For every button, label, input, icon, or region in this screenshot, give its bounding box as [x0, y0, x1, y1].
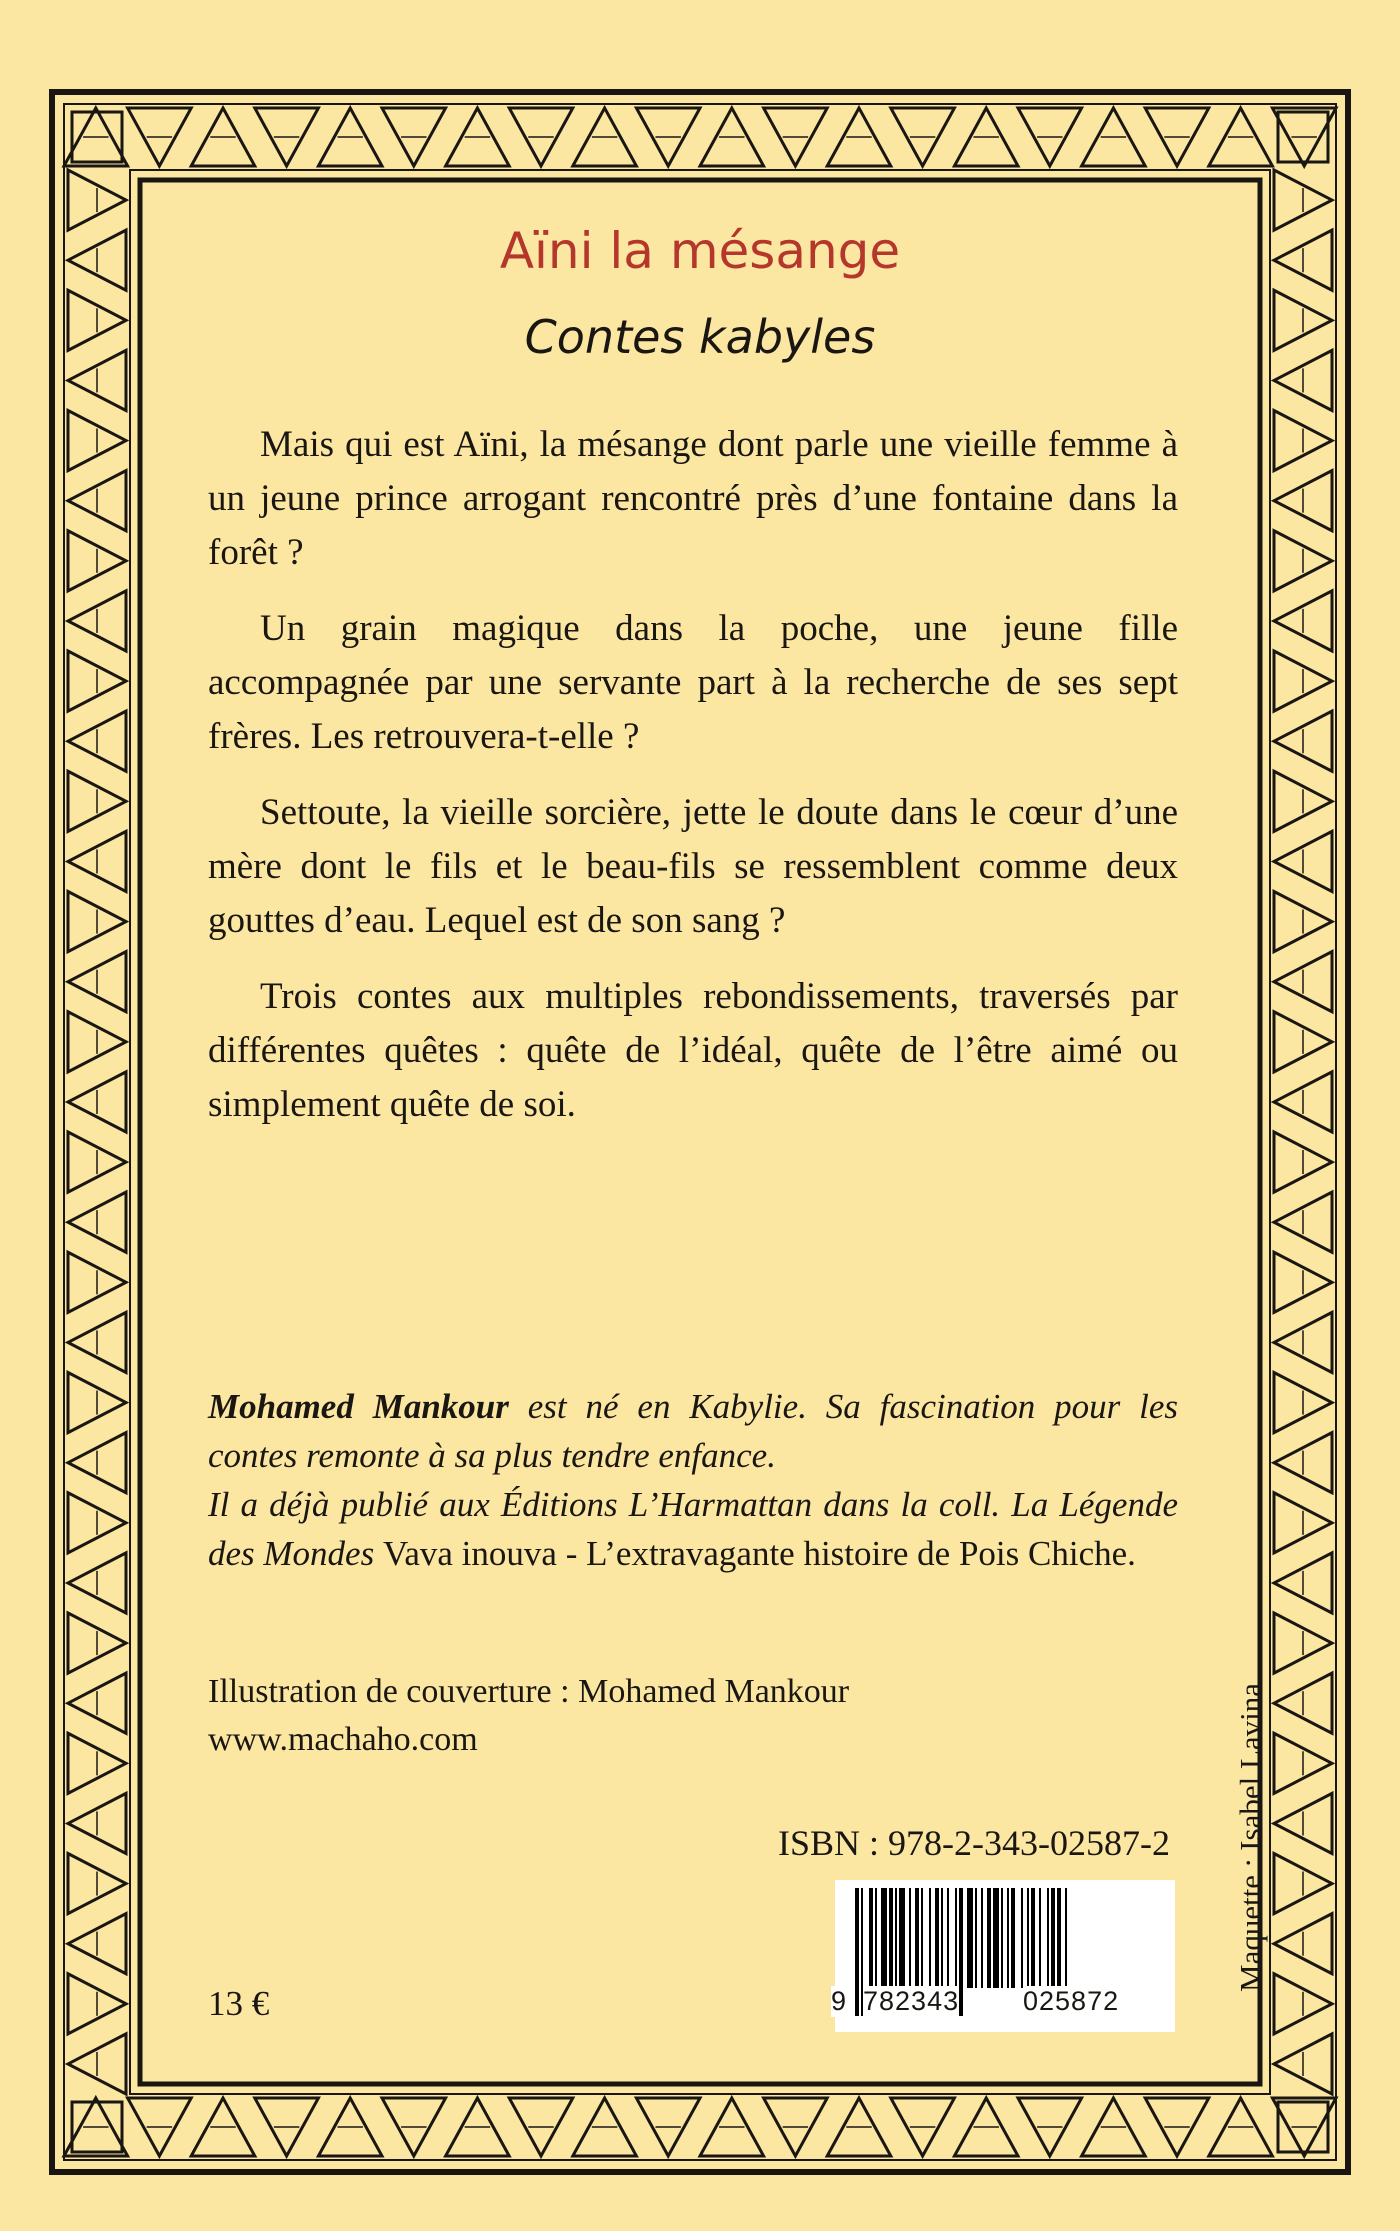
- credits: [208, 1668, 1108, 1764]
- barcode-bar: [895, 1888, 897, 1988]
- barcode-bar: [1047, 1888, 1049, 1988]
- barcode-left-group: 782343: [863, 1986, 960, 2016]
- book-title: Aïni la mésange: [499, 222, 901, 280]
- barcode-bar: [869, 1888, 873, 1988]
- design-credit: Maquette : Isabel Lavina: [1233, 1682, 1268, 1992]
- isbn: ISBN : 978-2-343-02587-2: [778, 1823, 1170, 1863]
- blurb-paragraph: Trois contes aux multiples rebondissements, traversés par différentes quêtes : quête de l’idéal, quête de l’être aimé ou simplement quête de soi.: [208, 976, 1178, 1125]
- price: 13 €: [208, 1984, 270, 2023]
- barcode-bar: [967, 1888, 973, 1988]
- barcode-bar: [1051, 1888, 1055, 1988]
- blurb: [208, 418, 1178, 1154]
- blurb-paragraph: Un grain magique dans la poche, une jeune fille accompagnée par une servante part à la recherche de ses sept frères. Les retrouvera-t-elle ?: [208, 608, 1178, 757]
- barcode-bar: [935, 1888, 939, 1988]
- barcode-bar: [987, 1888, 991, 1988]
- barcode-bar: [929, 1888, 931, 1988]
- author-publications: Il a déjà publié aux Éditions L’Harmattan dans la coll. La Légende des Mondes: [208, 1485, 1178, 1573]
- website-link[interactable]: www.machaho.com: [208, 1721, 478, 1758]
- author-bio: [208, 1382, 1178, 1578]
- barcode-bar: [1007, 1888, 1009, 1988]
- bio-period: .: [1127, 1534, 1136, 1573]
- barcode-right-group: 025872: [1023, 1986, 1120, 2016]
- author-name: Mohamed Mankour: [208, 1387, 509, 1426]
- barcode-bar: [993, 1888, 999, 1988]
- barcode-bar: [1021, 1888, 1023, 1988]
- book-subtitle: Contes kabyles: [524, 310, 876, 364]
- illustration-credit: Illustration de couverture : Mohamed Mankour: [208, 1673, 850, 1710]
- barcode-bar: [915, 1888, 919, 1988]
- barcode-bar: [881, 1888, 887, 1988]
- blurb-paragraph: Mais qui est Aïni, la mésange dont parle une vieille femme à un jeune prince arrogant rencontré près d’une fontaine dans la forêt ?: [208, 424, 1178, 573]
- barcode-bar: [981, 1888, 983, 1988]
- barcode-bar: [975, 1888, 977, 1988]
- author-bio-text: est né en Kabylie. Sa fascination pour les contes remonte à sa plus tendre enfance.: [208, 1387, 1178, 1475]
- barcode-bar: [909, 1888, 911, 1988]
- blurb-paragraph: Settoute, la vieille sorcière, jette le doute dans le cœur d’une mère dont le fils et le beau-fils se ressemblent comme deux gouttes d’eau. Lequel est de son sang ?: [208, 792, 1178, 941]
- author-bio-line2: [208, 1480, 1178, 1578]
- barcode-first-digit: 9: [831, 1986, 848, 2016]
- barcode-bar: [1011, 1888, 1015, 1988]
- book-titles: Vava inouva - L’extravagante histoire de Pois Chiche: [382, 1534, 1128, 1573]
- barcode-bar: [1039, 1888, 1041, 1988]
- barcode-bar: [1001, 1888, 1003, 1988]
- barcode-bar: [955, 1888, 957, 1988]
- barcode-bar: [889, 1888, 893, 1988]
- barcode-digits: [831, 1986, 1175, 2026]
- barcode-bar: [1031, 1888, 1035, 1988]
- barcode-bar: [941, 1888, 943, 1988]
- author-bio-line1: [208, 1382, 1178, 1480]
- barcode-bar: [875, 1888, 877, 1988]
- barcode-bar: [899, 1888, 905, 1988]
- barcode-bar: [921, 1888, 923, 1988]
- barcode-bar: [947, 1888, 949, 1988]
- barcode-bar: [1027, 1888, 1029, 1988]
